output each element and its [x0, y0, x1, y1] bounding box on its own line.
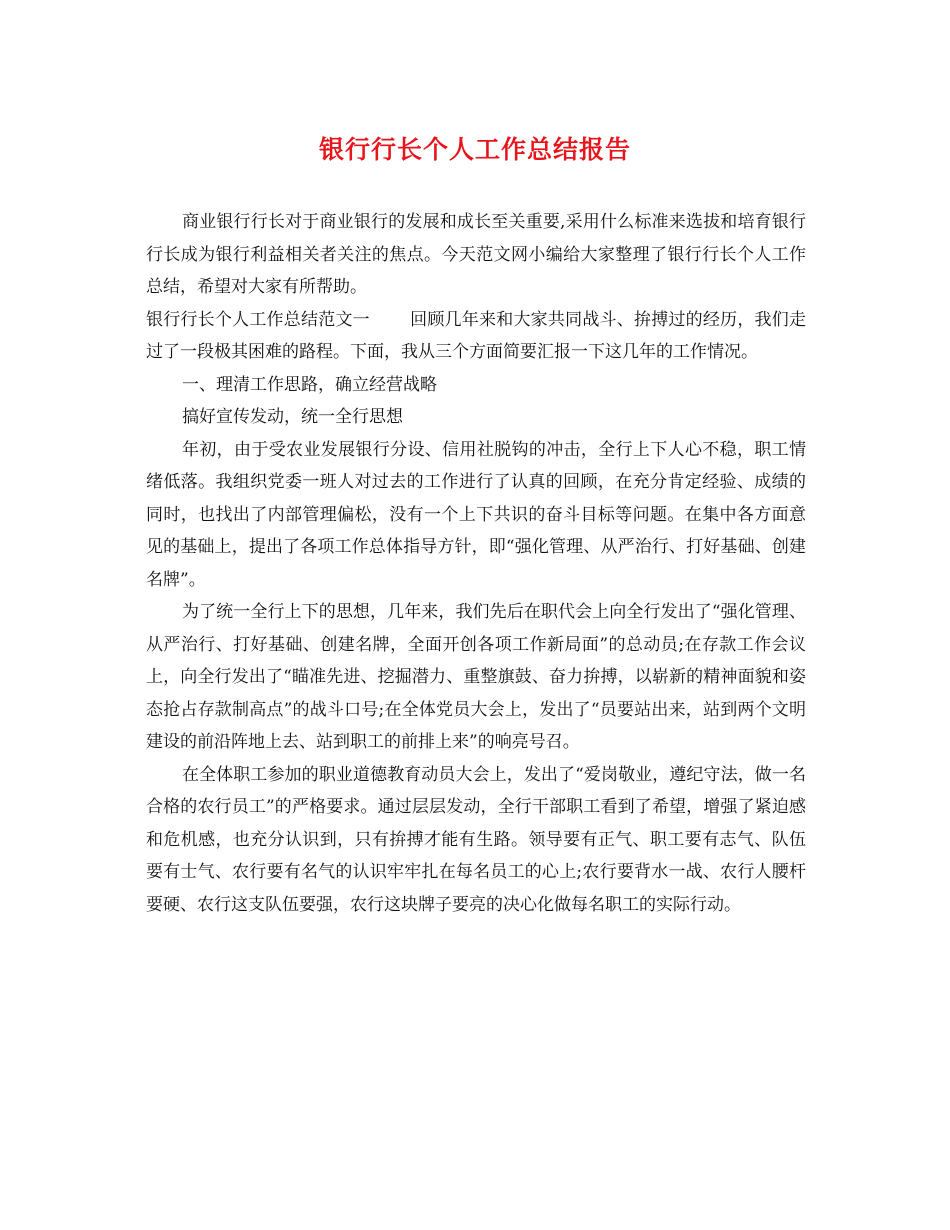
body-paragraph: 为了统一全行上下的思想，几年来，我们先后在职代会上向全行发出了“强化管理、从严治行、打好基础、创建名牌，全面开创各项工作新局面”的总动员;在存款工作会议上，向全行发出了“瞄准先进、挖掘潜力、重整旗鼓、奋力拚搏，以崭新的精神面貌和姿态抢占存款制高点”的战斗口号;在全体党员大会上，发出了“员要站出来，站到两个文明建设的前沿阵地上去、站到职工的前排上来”的响亮号召。	[146, 602, 806, 752]
sample-first-text: 回顾几年来和大家共同战斗、拚搏过的经历，我们走过了一段极其困难的路程。下面，我从三个方面简要汇报一下这几年的工作情况。	[146, 309, 807, 362]
subheading: 搞好宣传发动，统一全行思想	[182, 407, 403, 427]
intro-paragraph: 商业银行行长对于商业银行的发展和成长至关重要,采用什么标准来选拔和培育银行行长成为银行利益相关者关注的焦点。今天范文网小编给大家整理了银行行长个人工作总结，希望对大家有所帮助。	[146, 212, 806, 297]
sample-heading: 银行行长个人工作总结范文一	[146, 309, 370, 330]
body-paragraph: 在全体职工参加的职业道德教育动员大会上，发出了“爱岗敬业，遵纪守法，做一名合格的农行员工”的严格要求。通过层层发动，全行干部职工看到了希望，增强了紧迫感和危机感，也充分认识到，只有拚搏才能有生路。领导要有正气、职工要有志气、队伍要有士气、农行要有名气的认识牢牢扎在每名员工的心上;农行要背水一战、农行人腰杆要硬、农行这支队伍要强，农行这块牌子要亮的决心化做每名职工的实际行动。	[146, 764, 806, 915]
sample-paragraph	[146, 304, 806, 369]
body-paragraph: 年初，由于受农业发展银行分设、信用社脱钩的冲击，全行上下人心不稳，职工情绪低落。我组织党委一班人对过去的工作进行了认真的回顾，在充分肯定经验、成绩的同时，也找出了内部管理偏松，没有一个上下共识的奋斗目标等问题。在集中各方面意见的基础上，提出了各项工作总体指导方针，即“强化管理、从严治行、打好基础、创建名牌”。	[146, 439, 806, 590]
document-title: 银行行长个人工作总结报告	[318, 135, 631, 164]
section-heading: 一、理清工作思路，确立经营战略	[182, 374, 437, 395]
document-body	[146, 206, 806, 921]
